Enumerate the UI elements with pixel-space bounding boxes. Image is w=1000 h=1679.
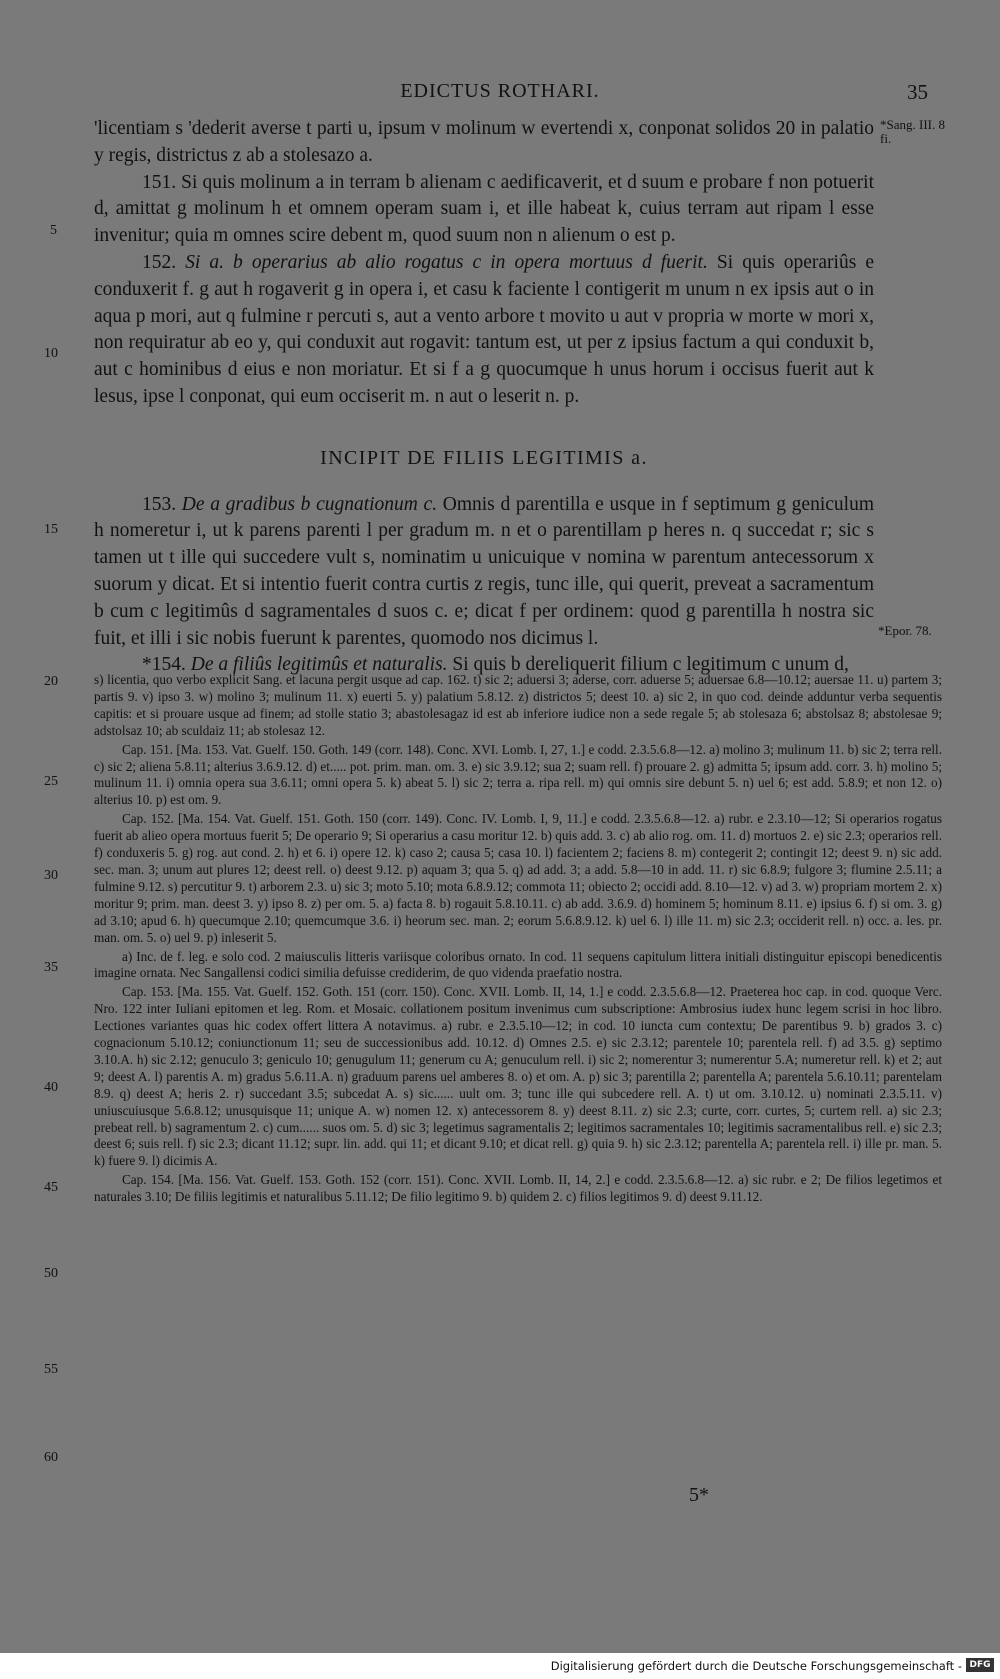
note-block: Cap. 154. [Ma. 156. Vat. Guelf. 153. Goth. 152 (corr. 151). Conc. XVII. Lomb. II, 14, 2.] e codd. 2.3.5.6.8—12. a) sic rubr. e 2; De filios legetimos et naturales 3.10; De filiis legitimis et naturalibus 5.11.12; De filio legitimo 9. b) quidem 2. c) filios legitimos 9. d) deest 9.11.12. xyxy=(94,1172,942,1205)
line-number: 20 xyxy=(44,674,58,689)
page-number: 35 xyxy=(907,80,928,104)
line-number: 15 xyxy=(44,522,58,537)
chapter-text: Si quis b dereliquerit filium c legitimum c unum d, xyxy=(452,654,849,676)
chapter-text: Omnis d parentilla e usque in f septimum g geniculum h nomeretur i, ut k parens parenti l per gradum m. n et o parentillam p heres n. q succedat r; sic s tamen ut t ille qui succedere vult s, nominatim u unicuique v nomina w parentum antecessorum x suorum y dicat. Et si intentio fuerit contra curtis z regis, tunc ille, qui querit, preveat a sacramentum b cum c legitimûs d sagramentales d suos c. e; dicat f per ordinem: quod g parentilla h nostra sic fuit, et illi i sic nobis fuerunt k parentes, quomodo nos dicimus l. xyxy=(94,493,874,649)
margin-note-epor: *Epor. 78. xyxy=(878,623,932,638)
signature-mark: 5* xyxy=(689,1484,709,1506)
critical-apparatus xyxy=(94,672,942,1208)
chapter-title: Si a. b operarius ab alio rogatus c in opera mortuus d fuerit. xyxy=(185,251,708,273)
line-number: 10 xyxy=(44,346,58,361)
paragraph-continuation: 'licentiam s 'dederit averse t parti u, ipsum v molinum w evertendi x, conponat solidos 20 in palatio y regis, districtus z ab a stolesazo a. xyxy=(94,118,874,166)
dfg-logo-icon: DFG xyxy=(966,1658,994,1672)
paragraph-151: 151. Si quis molinum a in terram b alienam c aedificaverit, et d suum e probare f non potuerit d, amittat g molinum h et omnem operam suam i, et ille habeat k, cuius terram aut ripam l esse invenitur; quia m omnes scire debent m, quod suum non n alienum o est p. xyxy=(94,171,874,247)
line-number: 30 xyxy=(44,868,58,883)
line-number: 50 xyxy=(44,1266,58,1281)
line-number: 25 xyxy=(44,774,58,789)
paragraph-152 xyxy=(94,250,874,411)
footer-bar xyxy=(0,1653,1000,1679)
chapter-number: *154. xyxy=(142,654,186,676)
chapter-number: 152. xyxy=(142,251,177,273)
footer-credit: Digitalisierung gefördert durch die Deutsche Forschungsgemeinschaft - xyxy=(550,1659,962,1673)
line-number: 55 xyxy=(44,1362,58,1377)
note-block: a) Inc. de f. leg. e solo cod. 2 maiusculis litteris variisque coloribus ornato. In cod. 11 sequens capitulum littera initiali distinguitur episcopi benedicentis imagine ornata. Nec Sangallensi codici similia defuisse crediderim, de quo videnda praefatio nostra. xyxy=(94,948,942,981)
note-block: Cap. 151. [Ma. 153. Vat. Guelf. 150. Goth. 149 (corr. 148). Conc. XVI. Lomb. I, 27, 1.] e codd. 2.3.5.6.8—12. a) molino 3; mulinum 11. b) sic 2; terra rell. c) sic 2; aliena 5.8.11; alterius 3.6.9.12. d) et..... pot. prim. man. om. 3. e) sic 3.9.12; sua 2; suam rell. f) prouare 2. g) admitta 5; ipsum add. corr. 3. h) molino 5; mulinum 11. i) omnia opera sua 3.6.11; omni opera 5. k) abeat 5. l) sic 2; terra a. ripa rell. m) qui omnis sire debunt 5. n) uel 6; est add. 5.8.9; et non 12. o) alterius 10. p) est om. 9. xyxy=(94,741,942,808)
section-heading: INCIPIT DE FILIIS LEGITIMIS a. xyxy=(320,446,648,469)
line-number: 40 xyxy=(44,1080,58,1095)
chapter-number: 153. xyxy=(142,493,177,515)
page-title: EDICTUS ROTHARI. xyxy=(400,80,600,102)
chapter-title: De a filiûs legitimûs et naturalis. xyxy=(190,654,448,676)
main-text xyxy=(94,116,874,679)
line-number: 45 xyxy=(44,1180,58,1195)
margin-note-sang: *Sang. III. 8 fi. xyxy=(880,117,945,146)
line-number: 60 xyxy=(44,1450,58,1465)
line-number: 35 xyxy=(44,960,58,975)
note-block: s) licentia, quo verbo explicit Sang. et lacuna pergit usque ad cap. 162. t) sic 2; aduersi 3; aderse, corr. aduerse 5; aduersae 6.8—10.12; auersae 11. u) partem 3; partis 9. v) ipso 3. w) molino 3; mulinum 11. x) euerti 5. y) palatium 5.8.12. z) districtos 5; deest 10. a) sic 2, in quo cod. deinde adduntur verba sequentis capitis: et si prouare usque ad finem; ad stolle statio 3; abastolesagaz id est ab inferiore iudice non a sede regale 5; ab stolesaza 6; abstolsaz 8; abstolesae 9; adstolsaz 10; ab sculdaiz 11; ab stolesaz 12. xyxy=(94,672,942,738)
chapter-text: Si quis operariûs e conduxerit f. g aut h rogaverit g in opera i, et casu k faciente l contigerit m unum n ex ipsis aut o in aqua p mori, aut q fulmine r percuti s, aut a vento arbore t movito u aut v propria w morte w mori x, non requiratur ab eo y, qui conduxit aut rogavit: tantum est, ut per z ipsius factum a qui conduxit b, aut c hominibus d eius e non moriatur. Et si f a g quocumque h unus horum i occisus fuerit aut k lesus, ipse l conponat, qui eum occiserit m. n aut o leserit n. p. xyxy=(94,251,875,407)
note-block: Cap. 152. [Ma. 154. Vat. Guelf. 151. Goth. 150 (corr. 149). Conc. IV. Lomb. I, 9, 11.] e codd. 2.3.5.6.8—12. a) rubr. e 2.3.10—12; Si operarios rogatus fuerit ab alieo opera mortuus fuerit 5; De operario 9; Si operarius a casu moritur 12. b) quis add. 3. c) ab alio rog. om. 11. d) mortuos 2. e) sic 2.3; operarios rell. f) conduxeris 5. g) rog. aut cond. 2. h) et 6. i) opere 12. k) caso 2; causa 5; casa 10. l) facientem 2; faciens 8. m) contegerit 2; contingit 12; deest 9. n) sic add. sec. man. 3; unum aut plures 12; deest rell. o) deest 9.12. p) aquam 3; qua 5. q) ad add. 3; a add. 5.8—10 in add. 11. r) sic 6.8.9; fulgore 3; flumine 2.5.11; a fulmine 9.12. s) percutitur 9. t) arborem 2.3. u) sic 3; moto 5.10; mota 6.8.9.12; commota 11; obiecto 2; occidi add. 8.10—12. v) ad 3. w) propriam mortem 2. x) moritur 9; prim. man. deest 3. y) ipso 8. z) per om. 5. a) facta 8. b) rogauit 5.8.10.11. c) ab add. 3.6.9. d) hominem 5; hominum 8.11. e) ipsius 6. f) si om. 3. g) ad 3.10; apud 6. h) quecumque 2.10; quemcumque 3.6. i) heorum sec. man. 2; eorum 5.6.8.9.12. k) uel 6. l) ille 11. m) sic 2.3; occiderit rell. n) occ. a. les. pr. man. om. 5. o) uel 9. p) inleserit 5. xyxy=(94,811,942,945)
line-number: 5 xyxy=(50,223,57,238)
note-block: Cap. 153. [Ma. 155. Vat. Guelf. 152. Goth. 151 (corr. 150). Conc. XVII. Lomb. II, 14, 1.] e codd. 2.3.5.6.8—12. Praeterea hoc cap. in cod. quoque Verc. Nro. 122 inter Iuliani epitomen et leg. Rom. et Mosaic. collationem positum invenimus cum subscriptione: Ambrosius iudex hunc legem scrisi in hoc libro. Lectiones variantes quas hic codex offert littera A notavimus. a) rubr. e 2.3.5.10—12; in cod. 10 iuncta cum contextu; De parentibus 9. b) grados 3. c) cognacionum 5.10.12; coniunctionum 11; seu de successionibus add. 10.12. d) Omnes 2.5. e) sic 2.3.12; parentele 10; parentela rell. f) ad 3.5. g) septimo 3.10.A. h) sic 2.12; genuculo 3; geniculo 10; genugulum 11; generum cu A; genuculum rell. i) sic 2; nomerentur 3; numerentur 5.A; numeretur rell. k) et 2; aut 9; deest A. l) parentis A. m) gradus 5.6.11.A. n) graduum parens uel amberes 8. o) et om. A. p) sic 3; parentilla 2; parentella A; parentela 5.6.10.11; parentelam 8.9. q) deest A; heris 2. r) succedant 3.5; subcedat A. s) sic...... uult om. 3; tunc ille qui subcedere rell. A. t) ut om. 3.10.12. u) nominati 2.3.5.11. v) uniuscuiusque 5.6.8.12; unusquisque 11; unique A. w) nomen 12. x) antecessorem 8. y) deest 8.11. z) sic 2.3; curte, corr. curtes, 5; curtem rell. a) sic 2.3; prebeat rell. b) sagramentum 2. c) cum...... suos om. 5. d) sic 3; legetimus sagramentalis 2; legitimos sacramentales 10; legitimis sacramentalibus rell. e) sic 2.3; deest 6; suis rell. f) sic 2.3; dicant 11.12; supr. lin. add. qui 11; et dicant 9.10; et dicat rell. g) quia 9. h) sic 2.3.12; parentella A; parentela rell. i) ille pr. man. 5. k) fuere 9. l) dicimis A. xyxy=(94,984,942,1169)
chapter-title: De a gradibus b cugnationum c. xyxy=(181,493,438,515)
paragraph-153 xyxy=(94,492,874,653)
